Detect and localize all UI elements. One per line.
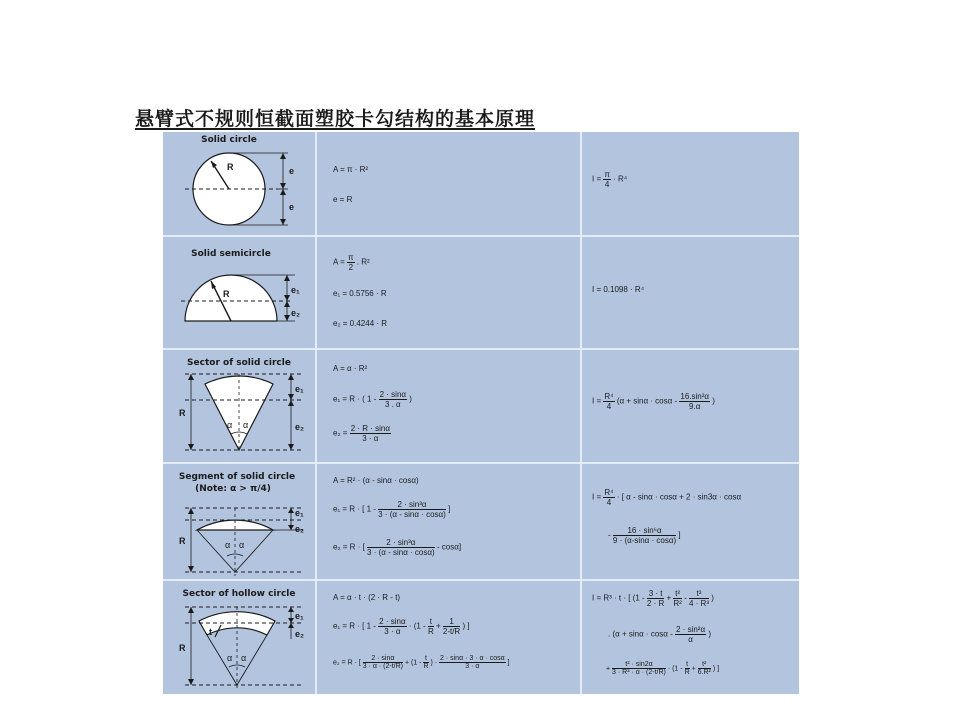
inertia-cell (582, 350, 799, 462)
inertia-formula-line2: - $\frac{\text{16 · sin⁶α}}{9 \cdot (\alpha-\sin\alpha \cdot \cos\alpha)}$ ] (608, 526, 681, 545)
radius-label: R (227, 162, 234, 172)
inertia-cell (582, 132, 799, 235)
e2-label: e₂ (295, 524, 305, 534)
radius-label: R (179, 643, 186, 653)
solid-semicircle-diagram (163, 237, 315, 348)
alpha-label: α (227, 420, 233, 430)
sector-hollow-diagram (163, 581, 315, 694)
e2-label: e₂ (295, 422, 305, 432)
area-formula: A = π · R² (333, 165, 369, 174)
e2-formula: e₂ = R · [ $\frac{\text{2 · sin³α}}{3 \cdot (\alpha - \sin\alpha \cdot \cos\alpha)}$ - cosα] (333, 538, 462, 557)
shape-note: (Note: α > π/4) (195, 484, 271, 494)
radius-label: R (179, 536, 186, 546)
e1-label: e₁ (295, 611, 304, 621)
e1-label: e₁ (295, 508, 304, 518)
e2-label: e₂ (291, 308, 301, 318)
alpha-label: α (227, 653, 233, 663)
thickness-label: t (209, 627, 212, 637)
e1-formula: e₁ = R · [ 1 - $\frac{2 \cdot \sin\alpha}{3 \cdot \alpha}$ · (1 - $\frac{t}{R}$ + $\frac{1}{2-t/R}$ ) ] (333, 617, 470, 636)
e1-formula: e₁ = R · ( 1 - $\frac{2 \cdot \sin\alpha}{3 . \alpha}$ ) (333, 390, 412, 409)
shape-title: Sector of hollow circle (182, 589, 296, 599)
area-cell (317, 464, 580, 579)
e1-formula: e₁ = R · [ 1 - $\frac{\text{2 · sin³α}}{3 \cdot (\alpha - \sin\alpha \cdot \cos\alpha)}$ ] (333, 500, 451, 519)
alpha-label: α (225, 540, 231, 550)
alpha-label: α (241, 653, 247, 663)
shape-title: Segment of solid circle (178, 472, 296, 482)
segment-solid-diagram (163, 464, 315, 579)
e1-label: e₁ (291, 285, 300, 295)
shape-cell (163, 464, 315, 579)
inertia-formula-line1: I = $\frac{\text{R⁴}}{4}$ · [ α - sinα · cosα + 2 · sin3α · cosα (592, 488, 742, 507)
inertia-formula: I = 0.1098 · R⁴ (592, 285, 645, 294)
table-row-segment-solid (163, 464, 799, 579)
table-row-solid-circle (163, 132, 799, 235)
e-label: e (289, 202, 295, 212)
radius-label: R (179, 408, 186, 418)
solid-circle-diagram (163, 132, 315, 235)
area-cell (317, 237, 580, 348)
e2-formula: e₂ = R · [ $\frac{2 \cdot \sin\alpha}{3 \cdot \alpha \cdot (2-t/R)}$ + (1 - $\frac{t}{R}$ ) · $\frac{2 \cdot \sin\alpha \cdot 3 \cdot \alpha \cdot \cos\alpha}{3 \cdot \alpha}$ ] (333, 655, 510, 670)
table-row-solid-semicircle (163, 237, 799, 348)
area-cell (317, 350, 580, 462)
e-formula: e = R (333, 195, 353, 204)
inertia-cell (582, 237, 799, 348)
table-row-sector-solid (163, 350, 799, 462)
inertia-formula-line2: . (α + sinα · cosα - $\frac{\text{2 · sin²α}}{\alpha}$ ) (608, 625, 711, 644)
inertia-cell (582, 581, 799, 694)
area-formula: A = R² · (α - sinα · cosα) (333, 476, 419, 485)
radius-label: R (223, 289, 230, 299)
alpha-label: α (239, 540, 245, 550)
area-formula: A = $\frac{\pi}{2}$ . R² (333, 253, 370, 272)
e1-label: e₁ (295, 384, 304, 394)
e2-formula: e₂ = $\frac{2 \cdot R \cdot \sin\alpha}{3 \cdot \alpha}$ (333, 424, 390, 443)
inertia-cell (582, 464, 799, 579)
area-formula: A = α · t · (2 · R - t) (333, 593, 401, 602)
area-cell (317, 581, 580, 694)
inertia-formula: I = $\frac{\text{R⁴}}{4}$ (α + sinα · cosα - $\frac{\text{16.sin²α}}{9.\alpha}$ ) (592, 392, 715, 411)
shape-cell (163, 237, 315, 348)
table-row-sector-hollow (163, 581, 799, 694)
sector-solid-diagram (163, 350, 315, 462)
e1-formula: e₁ = 0.5756 · R (333, 289, 387, 298)
inertia-formula-line1: I = R³ · t · [ (1 - $\frac{3 \cdot t}{2 \cdot R}$ + $\frac{\text{t²}}{\text{R²}}$ - $\frac{\text{t³}}{\text{4 · R³}}$ ) (592, 589, 714, 608)
area-cell (317, 132, 580, 235)
shape-cell (163, 350, 315, 462)
alpha-label: α (243, 420, 249, 430)
shape-title: Solid semicircle (191, 249, 271, 259)
shape-title: Sector of solid circle (187, 358, 291, 368)
e2-formula: e₂ = 0.4244 · R (333, 319, 388, 328)
shape-cell (163, 581, 315, 694)
shape-cell (163, 132, 315, 235)
formula-table (163, 132, 799, 694)
e-label: e (289, 166, 295, 176)
inertia-formula-line3: + $\frac{\text{t² · sin2α}}{\text{3 · R² · α · (2-t/R)}}$ · (1 - $\frac{t}{R}$ + $\frac{\text{t²}}{\text{6.R²}}$ ) ] (606, 661, 720, 676)
inertia-formula: I = $\frac{\pi}{4}$ · R⁴ (592, 170, 628, 189)
shape-title: Solid circle (201, 135, 257, 145)
area-formula: A = α · R² (333, 364, 368, 373)
e2-label: e₂ (295, 629, 305, 639)
page-title: 悬臂式不规则恒截面塑胶卡勾结构的基本原理 (135, 108, 536, 130)
